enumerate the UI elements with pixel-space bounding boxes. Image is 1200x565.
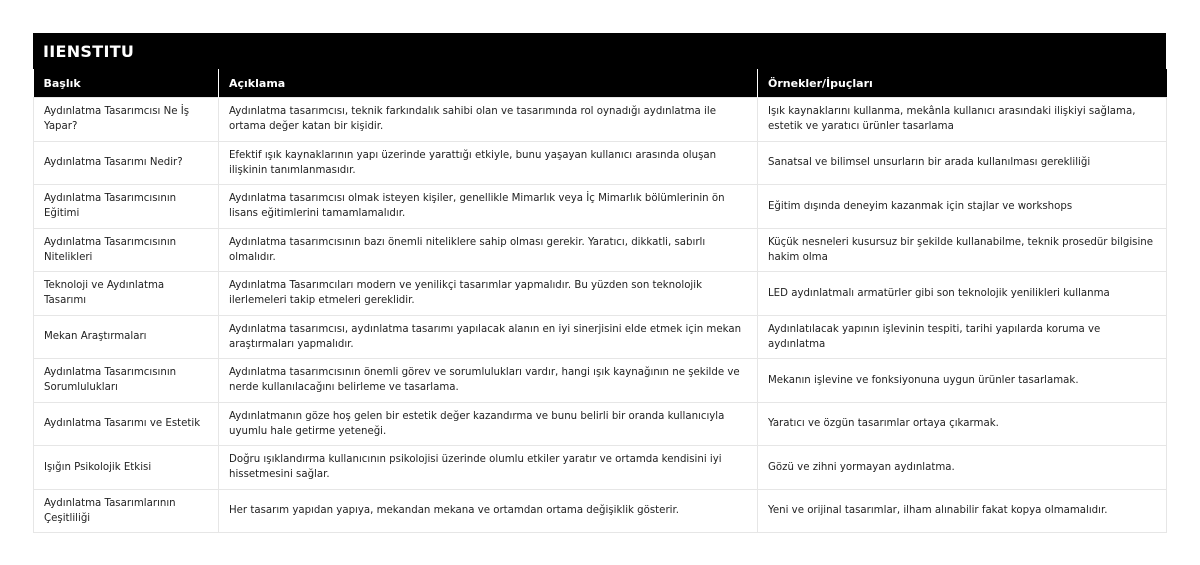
cell-description: Aydınlatma tasarımcısı, teknik farkındalık sahibi olan ve tasarımında rol oynadığı aydınlatma ile ortama değer katan bir kişidir. [219, 98, 758, 142]
brand-header [33, 33, 1166, 69]
cell-description: Efektif ışık kaynaklarının yapı üzerinde yarattığı etkiyle, bunu yaşayan kullanıcı arasında oluşan ilişkinin tanımlanmasıdır. [219, 141, 758, 185]
table-row [34, 315, 1167, 359]
table-row [34, 446, 1167, 490]
content-card [33, 33, 1166, 533]
cell-examples: Aydınlatılacak yapının işlevinin tespiti, tarihi yapılarda koruma ve aydınlatma [758, 315, 1167, 359]
cell-title: Aydınlatma Tasarımı Nedir? [34, 141, 219, 185]
cell-title: Aydınlatma Tasarımcısı Ne İş Yapar? [34, 98, 219, 142]
info-table [33, 69, 1167, 533]
cell-description: Aydınlatma tasarımcısı, aydınlatma tasarımı yapılacak alanın en iyi sinerjisini elde etmek için mekan araştırmaları yapmalıdır. [219, 315, 758, 359]
cell-description: Aydınlatma tasarımcısının bazı önemli niteliklere sahip olması gerekir. Yaratıcı, dikkatli, sabırlı olmalıdır. [219, 228, 758, 272]
cell-examples: Gözü ve zihni yormayan aydınlatma. [758, 446, 1167, 490]
table-row [34, 402, 1167, 446]
cell-title: Aydınlatma Tasarımlarının Çeşitliliği [34, 489, 219, 533]
cell-title: Aydınlatma Tasarımı ve Estetik [34, 402, 219, 446]
table-row [34, 228, 1167, 272]
table-row [34, 272, 1167, 316]
cell-title: Aydınlatma Tasarımcısının Eğitimi [34, 185, 219, 229]
cell-examples: Eğitim dışında deneyim kazanmak için stajlar ve workshops [758, 185, 1167, 229]
table-row [34, 98, 1167, 142]
cell-title: Aydınlatma Tasarımcısının Sorumlulukları [34, 359, 219, 403]
cell-title: Teknoloji ve Aydınlatma Tasarımı [34, 272, 219, 316]
cell-examples: Mekanın işlevine ve fonksiyonuna uygun ürünler tasarlamak. [758, 359, 1167, 403]
table-row [34, 141, 1167, 185]
table-header [34, 69, 1167, 98]
cell-examples: Yaratıcı ve özgün tasarımlar ortaya çıkarmak. [758, 402, 1167, 446]
cell-title: Aydınlatma Tasarımcısının Nitelikleri [34, 228, 219, 272]
cell-description: Doğru ışıklandırma kullanıcının psikolojisi üzerinde olumlu etkiler yaratır ve ortamda kendisini iyi hissetmesini sağlar. [219, 446, 758, 490]
cell-title: Işığın Psikolojik Etkisi [34, 446, 219, 490]
cell-examples: Işık kaynaklarını kullanma, mekânla kullanıcı arasındaki ilişkiyi sağlama, estetik ve yaratıcı ürünler tasarlama [758, 98, 1167, 142]
cell-examples: Küçük nesneleri kusursuz bir şekilde kullanabilme, teknik prosedür bilgisine hakim olma [758, 228, 1167, 272]
table-row [34, 185, 1167, 229]
cell-description: Her tasarım yapıdan yapıya, mekandan mekana ve ortamdan ortama değişiklik gösterir. [219, 489, 758, 533]
header-row [34, 69, 1167, 98]
cell-description: Aydınlatmanın göze hoş gelen bir estetik değer kazandırma ve bunu belirli bir oranda kullanıcıyla uyumlu hale getirme yeteneği. [219, 402, 758, 446]
cell-examples: LED aydınlatmalı armatürler gibi son teknolojik yenilikleri kullanma [758, 272, 1167, 316]
table-row [34, 359, 1167, 403]
cell-examples: Sanatsal ve bilimsel unsurların bir arada kullanılması gerekliliği [758, 141, 1167, 185]
column-header-examples: Örnekler/İpuçları [758, 69, 1167, 98]
cell-title: Mekan Araştırmaları [34, 315, 219, 359]
column-header-title: Başlık [34, 69, 219, 98]
table-body [34, 98, 1167, 533]
table-row [34, 489, 1167, 533]
cell-description: Aydınlatma tasarımcısı olmak isteyen kişiler, genellikle Mimarlık veya İç Mimarlık bölümlerinin ön lisans eğitimlerini tamamlamalıdır. [219, 185, 758, 229]
cell-examples: Yeni ve orijinal tasarımlar, ilham alınabilir fakat kopya olmamalıdır. [758, 489, 1167, 533]
brand-logo-text: IIENSTITU [43, 41, 135, 61]
cell-description: Aydınlatma Tasarımcıları modern ve yenilikçi tasarımlar yapmalıdır. Bu yüzden son teknolojik ilerlemeleri takip etmeleri gereklidir. [219, 272, 758, 316]
cell-description: Aydınlatma tasarımcısının önemli görev ve sorumlulukları vardır, hangi ışık kaynağının ne şekilde ve nerde kullanılacağını belirleme ve tasarlama. [219, 359, 758, 403]
column-header-description: Açıklama [219, 69, 758, 98]
